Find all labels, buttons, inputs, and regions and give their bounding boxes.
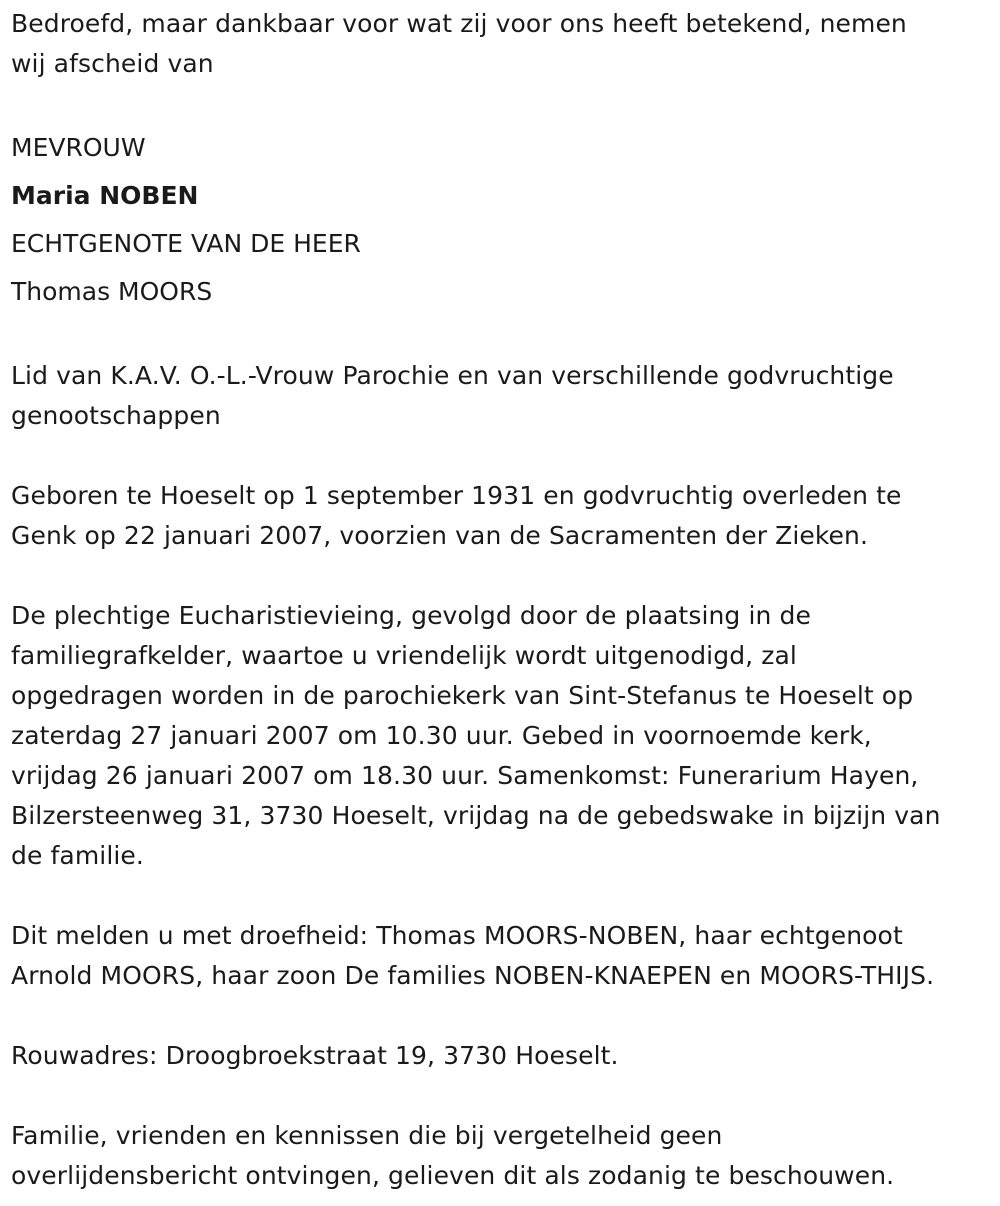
- membership-line: Lid van K.A.V. O.-L.-Vrouw Parochie en van verschillende godvruchtige: [11, 361, 894, 390]
- paragraph-spacer: [11, 316, 991, 356]
- service-line: opgedragen worden in de parochiekerk van Sint-Stefanus te Hoeselt op: [11, 681, 914, 710]
- address-line: Rouwadres: Droogbroekstraat 19, 3730 Hoeselt.: [11, 1041, 619, 1070]
- deceased-block: [11, 124, 991, 316]
- deceased-relation: ECHTGENOTE VAN DE HEER: [11, 229, 361, 258]
- paragraph-spacer: [11, 84, 991, 124]
- paragraph-spacer: [11, 876, 991, 916]
- birth-death-line: Genk op 22 januari 2007, voorzien van de Sacramenten der Zieken.: [11, 521, 869, 550]
- paragraph-spacer: [11, 436, 991, 476]
- service-line: de familie.: [11, 841, 144, 870]
- announcement-line: Arnold MOORS, haar zoon De families NOBEN-KNAEPEN en MOORS-THIJS.: [11, 961, 935, 990]
- birth-death-line: Geboren te Hoeselt op 1 september 1931 en godvruchtig overleden te: [11, 481, 902, 510]
- service-line: familiegrafkelder, waartoe u vriendelijk wordt uitgenodigd, zal: [11, 641, 797, 670]
- membership-line: genootschappen: [11, 401, 221, 430]
- service-line: zaterdag 27 januari 2007 om 10.30 uur. Gebed in voornoemde kerk,: [11, 721, 872, 750]
- paragraph-spacer: [11, 556, 991, 596]
- intro-line: wij afscheid van: [11, 49, 214, 78]
- deceased-name: Maria NOBEN: [11, 181, 199, 210]
- closing-line: Familie, vrienden en kennissen die bij vergetelheid geen: [11, 1121, 723, 1150]
- paragraph-spacer: [11, 996, 991, 1036]
- announcement-line: Dit melden u met droefheid: Thomas MOORS-NOBEN, haar echtgenoot: [11, 921, 903, 950]
- service-line: vrijdag 26 januari 2007 om 18.30 uur. Samenkomst: Funerarium Hayen,: [11, 761, 919, 790]
- membership-paragraph: [11, 356, 991, 436]
- address-paragraph: [11, 1036, 991, 1076]
- announcement-paragraph: [11, 916, 991, 996]
- service-line: De plechtige Eucharistievieing, gevolgd door de plaatsing in de: [11, 601, 811, 630]
- intro-paragraph: [11, 4, 991, 84]
- obituary-notice: [11, 4, 991, 1196]
- spouse-name: Thomas MOORS: [11, 277, 213, 306]
- closing-line: overlijdensbericht ontvingen, gelieven dit als zodanig te beschouwen.: [11, 1161, 895, 1190]
- service-paragraph: [11, 596, 991, 876]
- paragraph-spacer: [11, 1076, 991, 1116]
- birth-death-paragraph: [11, 476, 991, 556]
- intro-line: Bedroefd, maar dankbaar voor wat zij voor ons heeft betekend, nemen: [11, 9, 907, 38]
- closing-paragraph: [11, 1116, 991, 1196]
- deceased-title: MEVROUW: [11, 133, 146, 162]
- service-line: Bilzersteenweg 31, 3730 Hoeselt, vrijdag na de gebedswake in bijzijn van: [11, 801, 941, 830]
